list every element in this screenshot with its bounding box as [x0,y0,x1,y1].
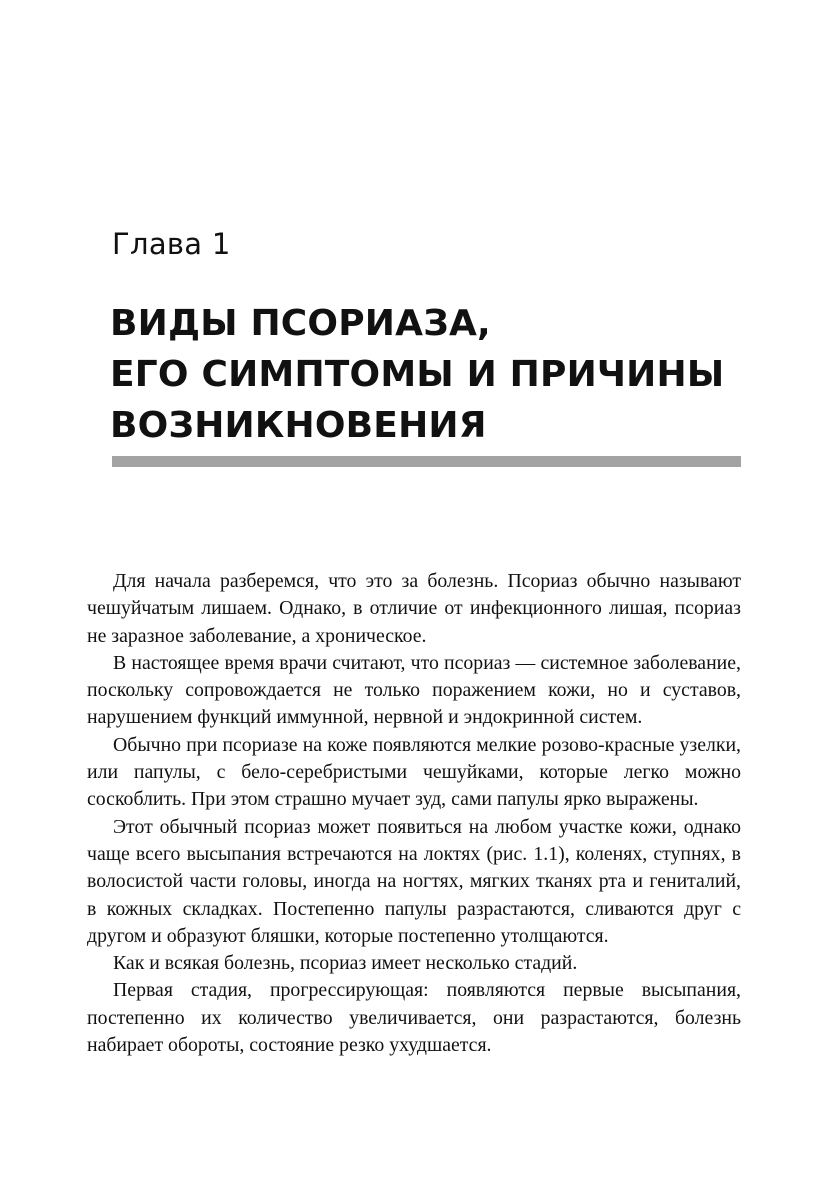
paragraph: Обычно при псориазе на коже появляются мелкие розово-красные узелки, или папулы, с бело-серебристыми чешуйками, которые легко можно соскоблить. При этом страшно мучает зуд, сами папулы ярко выражены. [87,733,741,811]
chapter-title [110,298,750,451]
paragraph: Как и всякая болезнь, псориаз имеет несколько стадий. [113,952,578,975]
paragraph: Для начала разберемся, что это за болезнь. Псориаз обычно называют чешуйчатым лишаем. Однако, в отличие от инфекционного лишая, псориаз не заразное заболевание, а хроническое. [87,570,741,647]
chapter-title-line: ВИДЫ ПСОРИАЗА, [110,303,491,344]
chapter-label: Глава 1 [112,227,231,261]
paragraph: Первая стадия, прогрессирующая: появляются первые высыпания, постепенно их количество увеличивается, они разрастаются, болезнь набирает обороты, состояние резко ухудшается. [87,979,741,1057]
paragraph: В настоящее время врачи считают, что псориаз — системное заболевание, поскольку сопровождается не только поражением кожи, но и суставов, нарушением функций иммунной, нервной и эндокринной систем. [87,651,741,729]
paragraph: Этот обычный псориаз может появиться на любом участке кожи, однако чаще всего высыпания встречаются на локтях (рис. 1.1), коленях, ступнях, в волосистой части головы, иногда на ногтях, мягких тканях рта и гениталий, в кожных складках. Постепенно папулы разрастаются, сливаются друг с другом и образуют бляшки, которые постепенно утолщаются. [87,815,741,947]
chapter-body-text [87,568,741,1059]
chapter-title-line: ЕГО СИМПТОМЫ И ПРИЧИНЫ [110,354,725,395]
title-underline-rule [112,456,741,467]
chapter-title-line: ВОЗНИКНОВЕНИЯ [110,405,487,446]
